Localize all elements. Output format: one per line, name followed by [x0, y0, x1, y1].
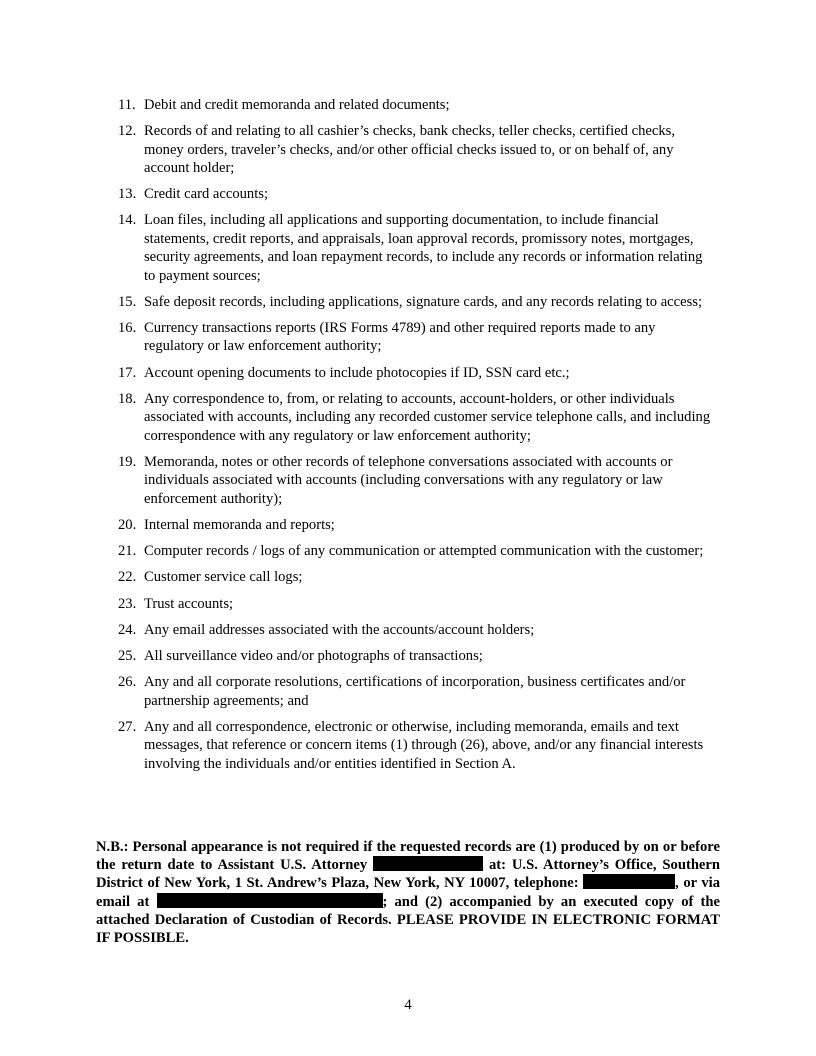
list-item: [112, 718, 716, 773]
list-item: [112, 453, 716, 508]
item-text: Trust accounts;: [144, 595, 234, 612]
list-item: [112, 122, 716, 177]
list-item: [112, 647, 716, 665]
records-request-list: [112, 96, 716, 781]
item-number: 15.: [118, 293, 137, 310]
item-text: Any email addresses associated with the accounts/account holders;: [144, 621, 535, 638]
list-item: [112, 568, 716, 586]
redaction-telephone: [583, 874, 675, 889]
page-number: 4: [404, 997, 412, 1013]
item-text: Computer records / logs of any communication or attempted communication with the customer;: [144, 543, 704, 560]
item-text: Safe deposit records, including applications, signature cards, and any records relating to access;: [144, 293, 703, 310]
item-text: Records of and relating to all cashier’s checks, bank checks, teller checks, certified checks, money orders, traveler’s checks, and/or other official checks issued to, or on behalf of, any account holder;: [144, 123, 675, 177]
redaction-attorney-name: [373, 856, 483, 871]
item-number: 12.: [118, 123, 137, 140]
item-text: Account opening documents to include photocopies if ID, SSN card etc.;: [144, 364, 570, 381]
item-text: Any correspondence to, from, or relating to accounts, account-holders, or other individuals associated with accounts, including any recorded customer service telephone calls, and including correspondence with any regulatory or law enforcement authority;: [144, 390, 711, 444]
item-text: Memoranda, notes or other records of telephone conversations associated with accounts or individuals associated with accounts (including conversations with any regulatory or law enforcement authority);: [144, 453, 673, 507]
item-text: Any and all corporate resolutions, certifications of incorporation, business certificates and/or partnership agreements; and: [144, 674, 686, 709]
item-text: Customer service call logs;: [144, 569, 303, 586]
item-text: Internal memoranda and reports;: [144, 516, 335, 533]
list-item: [112, 595, 716, 613]
item-number: 11.: [118, 97, 136, 113]
item-text: Loan files, including all applications and supporting documentation, to include financial statements, credit reports, and appraisals, loan approval records, promissory notes, mortgages, security agreements, and loan repayment records, to include any records or information relating to payment sources;: [144, 212, 703, 284]
item-text: Credit card accounts;: [144, 186, 268, 203]
item-number: 14.: [118, 212, 137, 229]
item-number: 16.: [118, 320, 137, 337]
nb-notice: [96, 838, 720, 947]
item-text: Currency transactions reports (IRS Forms 4789) and other required reports made to any regulatory or law enforcement authority;: [144, 320, 656, 355]
item-number: 25.: [118, 647, 137, 664]
item-number: 22.: [118, 569, 137, 586]
item-number: 20.: [118, 516, 137, 533]
list-item: [112, 364, 716, 382]
list-item: [112, 516, 716, 534]
item-number: 18.: [118, 390, 137, 407]
list-item: [112, 621, 716, 639]
list-item: [112, 96, 716, 114]
list-item: [112, 211, 716, 285]
list-item: [112, 673, 716, 710]
item-text: Debit and credit memoranda and related documents;: [144, 97, 450, 113]
list-item: [112, 390, 716, 445]
nb-text-part1: N.B.: Personal appearance is not required if the requested records are (1) produced by on or before the return date to Assistant U.S. Attorney: [96, 839, 720, 874]
nb-text-part2: at: U.S. Attorney’s Office, Southern District of New York, 1 St. Andrew’s Plaza, New York, NY 10007, telephone:: [96, 857, 721, 892]
redaction-email: [157, 893, 383, 908]
list-item: [112, 185, 716, 203]
list-item: [112, 542, 716, 560]
item-number: 23.: [118, 595, 137, 612]
item-number: 24.: [118, 621, 137, 638]
nb-text-part4: ; and (2) accompanied by an executed copy of the attached Declaration of Custodian of Records. PLEASE PROVIDE IN ELECTRONIC FORMAT IF POSSIBLE.: [96, 893, 720, 947]
item-number: 21.: [118, 543, 137, 560]
item-number: 13.: [118, 186, 137, 203]
item-number: 27.: [118, 718, 137, 735]
item-text: All surveillance video and/or photographs of transactions;: [144, 647, 483, 664]
item-text: Any and all correspondence, electronic or otherwise, including memoranda, emails and text messages, that reference or concern items (1) through (26), above, and/or any financial interests involving the individuals and/or entities identified in Section A.: [144, 718, 704, 772]
item-number: 17.: [118, 364, 137, 381]
item-number: 19.: [118, 453, 137, 470]
list-item: [112, 319, 716, 356]
nb-text-part3: , or via email at: [96, 875, 721, 910]
item-number: 26.: [118, 674, 137, 691]
list-item: [112, 293, 716, 311]
